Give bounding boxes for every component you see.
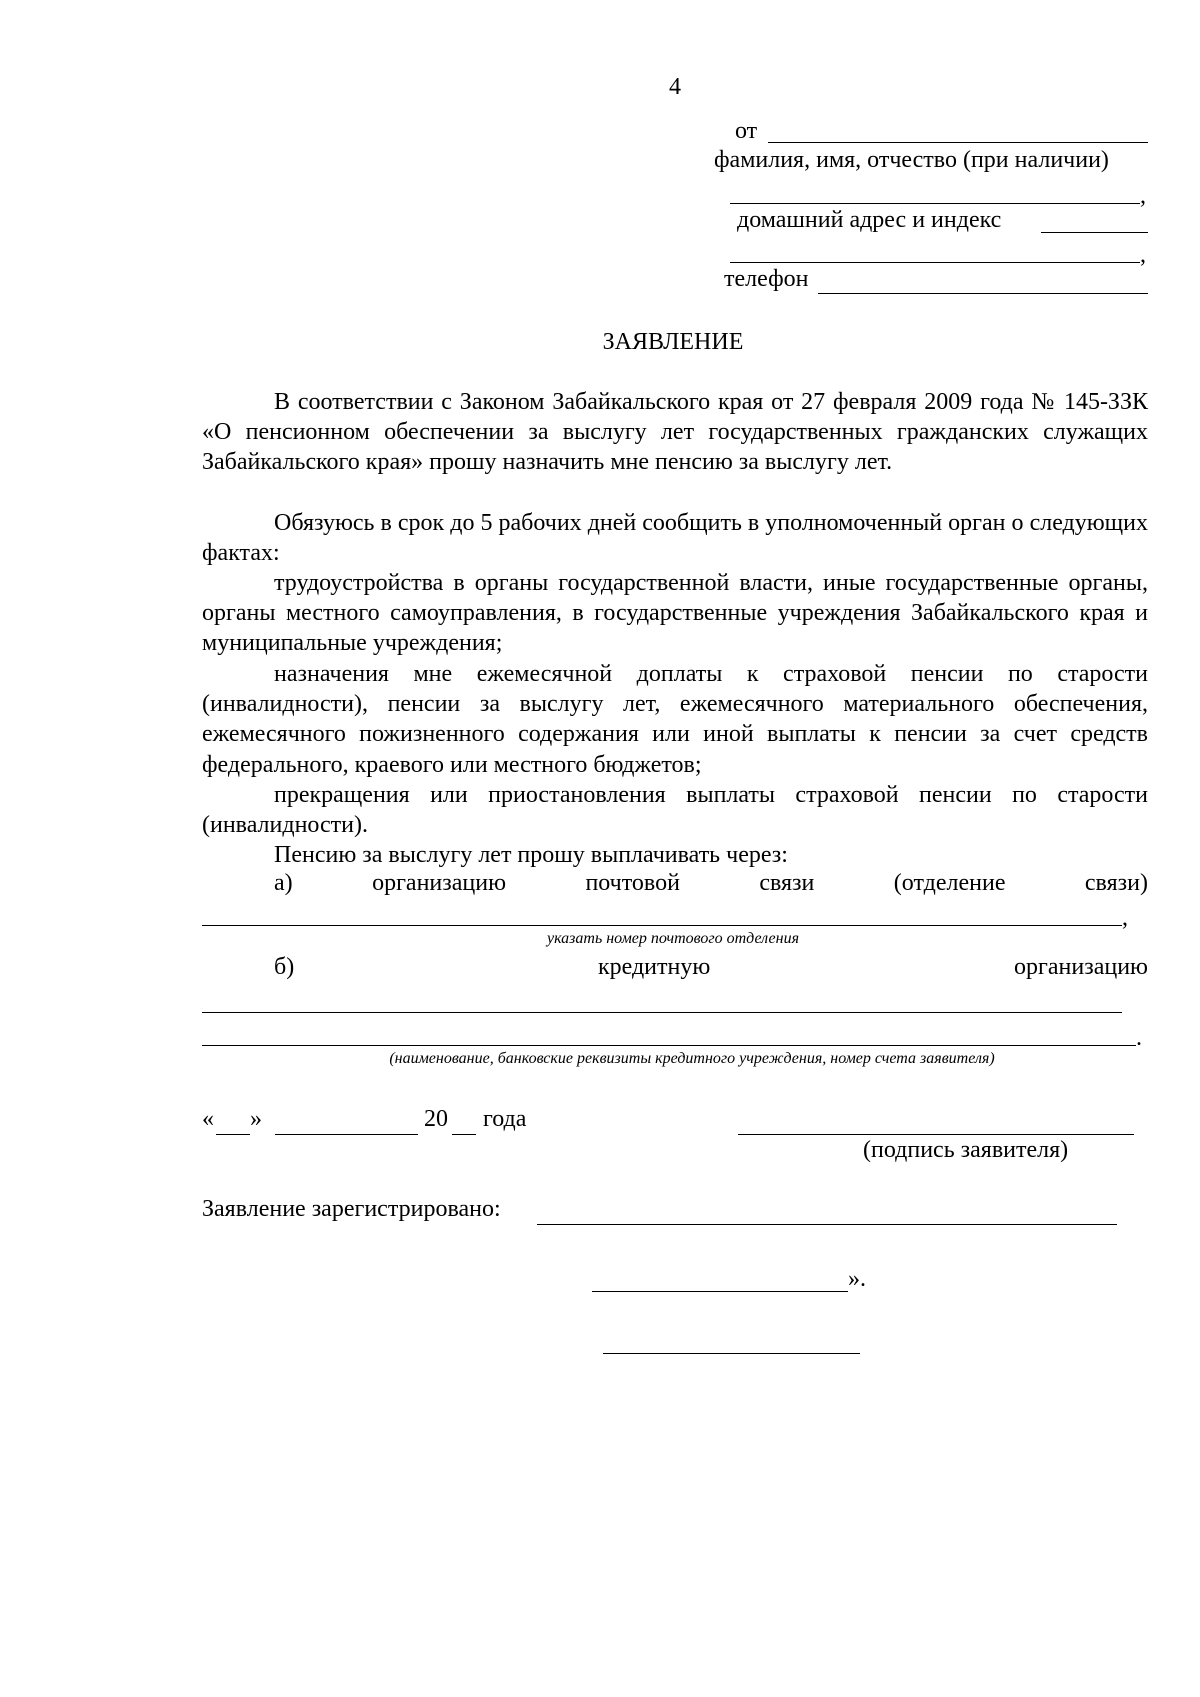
option-a-marker: а)	[274, 870, 293, 896]
address-comma: ,	[1140, 183, 1146, 209]
date-year-suffix: года	[483, 1106, 527, 1132]
address2-comma: ,	[1140, 242, 1146, 268]
paragraph-termination: прекращения или приостановления выплаты страховой пенсии по старости (инвалидности).	[202, 782, 1148, 839]
document-title: ЗАЯВЛЕНИЕ	[602, 329, 744, 355]
option-a-word: (отделение	[893, 870, 1006, 896]
address-field-line2[interactable]	[730, 262, 1140, 263]
phone-field[interactable]	[818, 293, 1148, 294]
page-number: 4	[669, 74, 681, 100]
registration-number-field[interactable]	[592, 1291, 848, 1292]
option-a-comma: ,	[1122, 905, 1128, 931]
address-field-line1[interactable]	[730, 203, 1140, 204]
paragraph-obligation: Обязуюсь в срок до 5 рабочих дней сообщить в уполномоченный орган о следующих фактах:	[202, 510, 1148, 567]
signature-field[interactable]	[738, 1134, 1134, 1135]
registered-label: Заявление зарегистрировано:	[202, 1196, 501, 1222]
date-day-field[interactable]	[216, 1134, 250, 1135]
registration-close: ».	[848, 1266, 866, 1292]
date-year-prefix: 20	[424, 1106, 448, 1132]
from-label: от	[735, 118, 758, 144]
name-caption: фамилия, имя, отчество (при наличии)	[714, 147, 1109, 173]
phone-label: телефон	[724, 266, 809, 292]
post-office-field[interactable]	[202, 925, 1122, 926]
option-a-word: связи)	[1084, 870, 1148, 896]
option-b-marker: б)	[274, 954, 295, 980]
date-open-quote: «	[202, 1106, 214, 1132]
closing-separator	[603, 1353, 860, 1354]
paragraph-payment-method: Пенсию за выслугу лет прошу выплачивать через:	[274, 842, 788, 868]
option-a-row	[274, 870, 1148, 897]
bank-details-note: (наименование, банковские реквизиты кредитного учреждения, номер счета заявителя)	[389, 1050, 995, 1067]
option-a-word: связи	[759, 870, 815, 896]
option-b-row	[274, 954, 1148, 981]
date-month-field[interactable]	[275, 1134, 418, 1135]
paragraph-law-reference: В соответствии с Законом Забайкальского края от 27 февраля 2009 года № 145-ЗЗК «О пенсионном обеспечении за выслугу лет государственных гражданских служащих Забайкальского края» прошу назначить мне пенсию за выслугу лет.	[202, 389, 1148, 476]
from-name-field[interactable]	[768, 142, 1148, 143]
option-a-word: почтовой	[585, 870, 680, 896]
option-b-period: .	[1136, 1025, 1142, 1051]
paragraph-payments: назначения мне ежемесячной доплаты к страховой пенсии по старости (инвалидности), пенсии за выслугу лет, ежемесячного материального обеспечения, ежемесячного пожизненного содержания или иной выплаты к пенсии за счет средств федерального, краевого или местного бюджетов;	[202, 661, 1148, 778]
option-b-word: кредитную	[597, 954, 711, 980]
bank-field-line2[interactable]	[202, 1045, 1136, 1046]
postal-index-field[interactable]	[1041, 232, 1148, 233]
date-year-field[interactable]	[452, 1134, 476, 1135]
post-office-note: указать номер почтового отделения	[546, 930, 800, 947]
paragraph-employment: трудоустройства в органы государственной власти, иные государственные органы, органы местного самоуправления, в государственные учреждения Забайкальского края и муниципальные учреждения;	[202, 570, 1148, 657]
signature-caption: (подпись заявителя)	[863, 1137, 1069, 1163]
option-a-word: организацию	[372, 870, 507, 896]
option-b-word: организацию	[1014, 954, 1148, 980]
bank-field-line1[interactable]	[202, 1012, 1122, 1013]
address-label: домашний адрес и индекс	[737, 207, 1002, 233]
registration-field[interactable]	[537, 1224, 1117, 1225]
date-close-quote: »	[250, 1106, 262, 1132]
